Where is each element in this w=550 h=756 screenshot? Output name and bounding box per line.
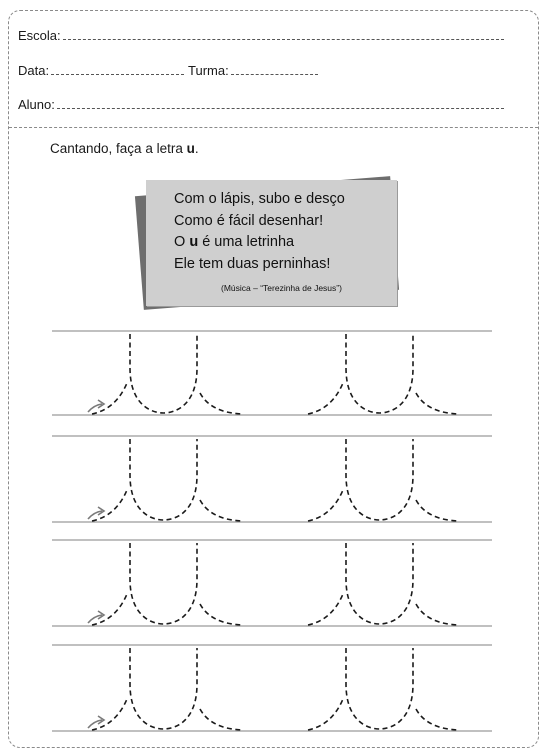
poem-line-3-letter: u: [189, 234, 199, 250]
letter-u-entry-stroke[interactable]: [92, 699, 127, 730]
letter-u-entry-stroke[interactable]: [308, 699, 343, 730]
poem-line-4: Ele tem duas perninhas!: [174, 255, 331, 272]
poem-line-2: Como é fácil desenhar!: [174, 212, 324, 229]
letter-u-exit-stroke[interactable]: [416, 604, 459, 625]
letter-u-exit-stroke[interactable]: [416, 500, 459, 521]
student-label: Aluno:: [18, 97, 55, 112]
letter-u-tracing[interactable]: [130, 543, 197, 624]
letter-u-entry-stroke[interactable]: [92, 383, 127, 414]
letter-u-tracing[interactable]: [130, 648, 197, 729]
letter-u-exit-stroke[interactable]: [416, 709, 459, 730]
letter-u-entry-stroke[interactable]: [308, 490, 343, 521]
school-label: Escola:: [18, 28, 61, 43]
letter-u-tracing[interactable]: [346, 334, 413, 413]
class-label: Turma:: [188, 63, 229, 78]
letter-u-tracing[interactable]: [346, 439, 413, 520]
letter-u-entry-stroke[interactable]: [92, 594, 127, 625]
letter-u-exit-stroke[interactable]: [416, 393, 459, 414]
poem-line-3-suffix: é uma letrinha: [198, 234, 295, 250]
letter-u-exit-stroke[interactable]: [200, 393, 243, 414]
direction-arrow-icon: [88, 615, 102, 623]
poem-line-3-prefix: O: [174, 234, 190, 250]
poem-source: (Música – “Terezinha de Jesus”): [221, 283, 342, 293]
letter-u-exit-stroke[interactable]: [200, 500, 243, 521]
date-label: Data:: [18, 63, 50, 78]
instruction-suffix: .: [194, 141, 199, 156]
letter-u-exit-stroke[interactable]: [200, 604, 243, 625]
letter-u-entry-stroke[interactable]: [308, 383, 343, 414]
poem-line-1: Com o lápis, subo e desço: [174, 191, 345, 207]
letter-u-tracing[interactable]: [346, 543, 413, 624]
letter-u-exit-stroke[interactable]: [200, 709, 243, 730]
letter-u-tracing[interactable]: [130, 439, 197, 520]
letter-u-tracing[interactable]: [130, 334, 197, 413]
letter-u-entry-stroke[interactable]: [92, 490, 127, 521]
direction-arrow-icon: [88, 404, 102, 412]
letter-u-entry-stroke[interactable]: [308, 594, 343, 625]
instruction-letter: u: [186, 141, 195, 156]
instruction-prefix: Cantando, faça a letra: [50, 141, 187, 156]
direction-arrow-icon: [88, 720, 102, 728]
direction-arrow-icon: [88, 511, 102, 519]
letter-u-tracing[interactable]: [346, 648, 413, 729]
